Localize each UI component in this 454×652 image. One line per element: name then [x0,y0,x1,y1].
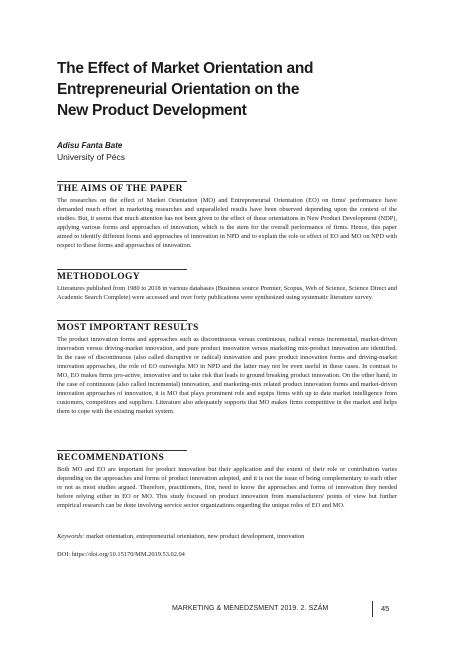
heading-aims: THE AIMS OF THE PAPER [57,184,183,194]
keywords-label: Keywords: [57,533,85,540]
heading-results: MOST IMPORTANT RESULTS [57,323,199,333]
section-rule-results [57,320,187,321]
article-title-line-1: The Effect of Market Orientation and [57,60,314,77]
footer-journal: MARKETING & MENEDZSMENT 2019. 2. SZÁM [172,605,329,612]
section-rule-methodology [57,269,187,270]
article-title [57,58,357,121]
author-name: Adisu Fanta Bate [57,141,123,150]
page-number: 45 [381,604,390,613]
body-aims: The researches on the effect of Market Orientation (MO) and Entrepreneurial Orientation (EO) on firms' performance have demanded much effort in marketing researches and unparalleled results have been observed depending upon the context of the studies. But, it seems that much attention has not been given to the effect of these orientations in New Product Development (NDP), applying various forms and approaches of innovation, which is the stem for the overall performance of firms. Hence, this paper aimed to identify different forms and approaches of innovation in NPD and to explain the role or effect of EO and MO on NPD with respect to these forms and approaches of innovation. [57,197,397,250]
article-title-line-2: Entrepreneurial Orientation on the [57,81,300,98]
body-recommendations: Both MO and EO are important for product innovation but their application and the extent of their role or contribution varies depending on the approaches and forms of product innovation adopted, and it is not the issue of being complementary to each other or not as most studies argued. Therefore, practitioners, first, need to know the approaches and forms of innovation they needed before relying either in EO or MO. This study focused on product innovation from manufacturers' points of view but further empirical research can be done involving service sector organizations regarding the unique roles of EO and MO. [57,466,397,510]
heading-recommendations: RECOMMENDATIONS [57,453,165,463]
body-methodology: Literatures published from 1980 to 2018 in various databases (Business source Premier, Scopus, Web of Science, Science Direct and Academic Search Complete) were accessed and over forty publications were synthesized using systematic literature survey. [57,285,397,302]
keywords-text: market orientation, entrepreneurial orientation, new product development, innovation [86,533,305,540]
author-affiliation: University of Pécs [57,152,126,162]
body-results: The product innovation forms and approaches such as discontinuous versus continuous, radical versus incremental, market-driven innovation versus driving-market innovation, and pure product innovation versus marketing mix-product innovation are identified. In the case of discontinuous (also called disruptive or radical) innovation and pure product innovation forms and driving-market innovation approaches, the role of EO outweighs MO in NPD and the latter may not be even useful in these cases. In contrast to MO, EO makes firms pro-active, innovative and to take risk that leads to ground breaking product innovation. On the other hand, in the case of continuous (also called incremental) innovation, and marketing-mix related product innovation forms and market-driven innovation approaches of innovation, it is MO that plays prominent role and equips firms with up to date market intelligence from customers, competitors and suppliers. Literature also adequately supports that MO makes firms competitive in the market and helps them to cope with the existing market system. [57,336,397,416]
heading-methodology: METHODOLOGY [57,272,141,282]
doi-link[interactable]: DOI: https://doi.org/10.15170/MM.2019.53.02.04 [57,551,185,558]
keywords [57,532,397,541]
section-rule-aims [57,181,187,182]
article-title-line-3: New Product Development [57,102,247,119]
section-rule-recommendations [57,450,187,451]
footer-divider [372,601,373,617]
